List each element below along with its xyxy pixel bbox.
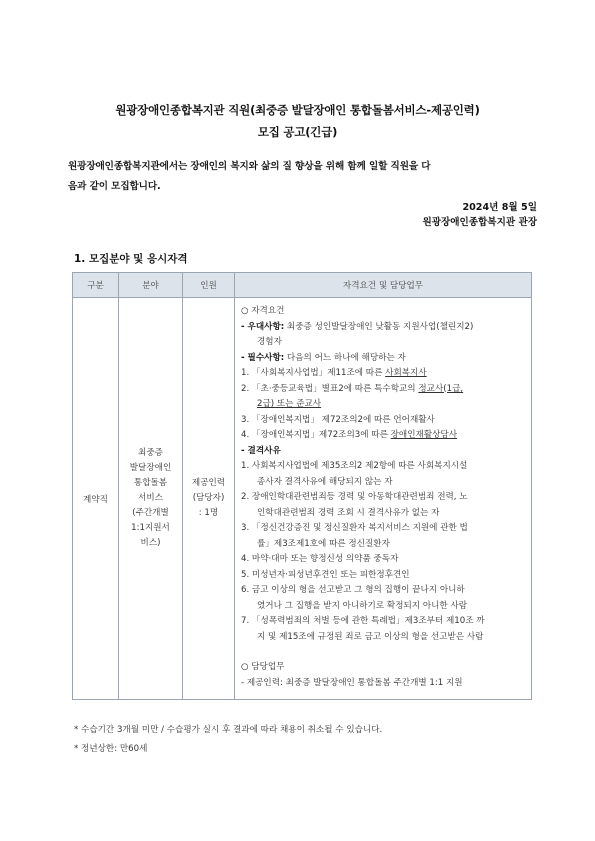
section-title: 1. 모집분야 및 응시자격	[74, 253, 188, 265]
intro-line: 원광장애인종합복지관에서는 장애인의 복지와 삶의 질 향상을 위해 함께 일할 직원을 다	[68, 161, 431, 172]
mandatory-label: - 필수사항:	[241, 352, 285, 363]
disqualification-item-3: 3. 「정신건강증진 및 정신질환자 복지서비스 지원에 관한 법	[241, 523, 468, 533]
field-line: 1:1지원서	[131, 523, 170, 533]
document-subtitle: 모집 공고(긴급)	[257, 125, 338, 139]
requirements-cell	[235, 298, 532, 700]
mandatory-item-2	[241, 382, 525, 398]
staff-line: (담당자)	[192, 493, 225, 503]
header-field: 분야	[119, 273, 183, 298]
mandatory-line	[241, 351, 525, 367]
recruitment-table	[72, 272, 532, 700]
item-underlined: 정교사(1급,	[418, 383, 464, 394]
preference-line-cont: 경험자	[257, 337, 282, 347]
note-retirement-age: * 정년상한: 만60세	[74, 744, 148, 754]
disqualification-item-7-cont: 지 및 제15조에 규정된 죄로 금고 이상의 형을 선고받은 사람	[257, 631, 484, 642]
header-category: 구분	[73, 273, 119, 298]
disqualification-item-1: 1. 사회복지사업법에 제35조의2 제2항에 따른 사회복지시설	[241, 461, 468, 471]
disqualification-item-6: 6. 금고 이상의 형을 선고받고 그 형의 집행이 끝나지 아니하	[241, 585, 465, 595]
disqualification-item-2: 2. 장애인학대관련범죄등 경력 및 아동학대관련범죄 전력, 노	[241, 492, 468, 502]
item-text: 2. 「초·중등교육법」별표2에 따른 특수학교의	[241, 383, 419, 394]
mandatory-item-2-cont	[241, 397, 525, 413]
field-line: 최중증	[138, 448, 163, 458]
document-title: 원광장애인종합복지관 직원(최중증 발달장애인 통합돌봄서비스-제공인력)	[115, 103, 480, 117]
intro-paragraph	[68, 157, 538, 197]
duty-heading: ○ 담당업무	[241, 662, 285, 672]
intro-line: 음과 같이 모집합니다.	[68, 181, 161, 192]
item-underlined: 2급) 또는 준교사	[257, 399, 322, 409]
preference-line	[241, 320, 525, 336]
category-cell: 계약직	[73, 298, 119, 700]
disqualification-item-3-cont: 률」제3조제1호에 따른 정신질환자	[257, 538, 390, 549]
mandatory-item-1	[241, 366, 525, 382]
field-line: 통합돌봄	[133, 478, 168, 488]
disqualification-item-5: 5. 미성년자·피성년후견인 또는 피한정후견인	[241, 569, 410, 580]
note-probation: * 수습기간 3개월 미만 / 수습평가 실시 후 결과에 따라 채용이 취소될 수 있습니다.	[74, 725, 383, 735]
table-row	[73, 298, 532, 700]
spacer	[241, 645, 525, 660]
table-header-row	[73, 273, 532, 298]
field-line: (주간개별	[132, 508, 169, 518]
preference-label: - 우대사항:	[241, 321, 285, 332]
disqualification-item-1-cont: 종사자 결격사유에 해당되지 않는 자	[257, 476, 393, 487]
item-underlined: 사회복지사	[385, 368, 427, 378]
item-text: 4. 「장애인복지법」제72조의3에 따른	[241, 430, 391, 440]
disqualification-item-7: 7. 「성폭력범죄의 처벌 등에 관한 특례법」제3조부터 제10조 까	[241, 616, 485, 626]
duty-text: - 제공인력: 최중증 발달장애인 통합돌봄 주간개별 1:1 지원	[241, 677, 463, 688]
qualification-heading: ○ 자격요건	[241, 306, 285, 316]
disqualification-item-6-cont: 였거나 그 집행을 받지 아니하기로 확정되지 아니한 사람	[257, 600, 468, 611]
field-line: 비스)	[140, 538, 161, 548]
field-cell	[119, 298, 183, 700]
issuing-organization: 원광장애인종합복지관 관장	[422, 217, 537, 228]
preference-text: 최중증 성인발달장애인 낮활동 지원사업(챌린지2)	[284, 321, 474, 332]
disqualification-item-4: 4. 마약·대마 또는 향정신성 의약품 중독자	[241, 554, 399, 564]
announcement-date: 2024년 8월 5일	[462, 202, 537, 213]
header-staff: 인원	[183, 273, 235, 298]
staff-cell	[183, 298, 235, 700]
staff-line: : 1명	[198, 508, 219, 518]
disqualification-label: - 결격사유	[241, 445, 281, 456]
mandatory-text: 다음의 어느 하나에 해당하는 자	[284, 352, 406, 363]
item-underlined: 장애인재활상담사	[390, 430, 458, 440]
header-requirements: 자격요건 및 담당업무	[235, 273, 532, 298]
mandatory-item-3: 3. 「장애인복지법」 제72조의2에 따른 언어재활사	[241, 414, 435, 425]
item-text: 1. 「사회복지사업법」제11조에 따른	[241, 368, 386, 378]
mandatory-item-4	[241, 428, 525, 444]
field-line: 서비스	[138, 493, 163, 503]
disqualification-item-2-cont: 인학대관련범죄 경력 조회 시 결격사유가 없는 자	[257, 507, 440, 518]
field-line: 발달장애인	[129, 463, 172, 473]
staff-line: 제공인력	[191, 478, 226, 488]
